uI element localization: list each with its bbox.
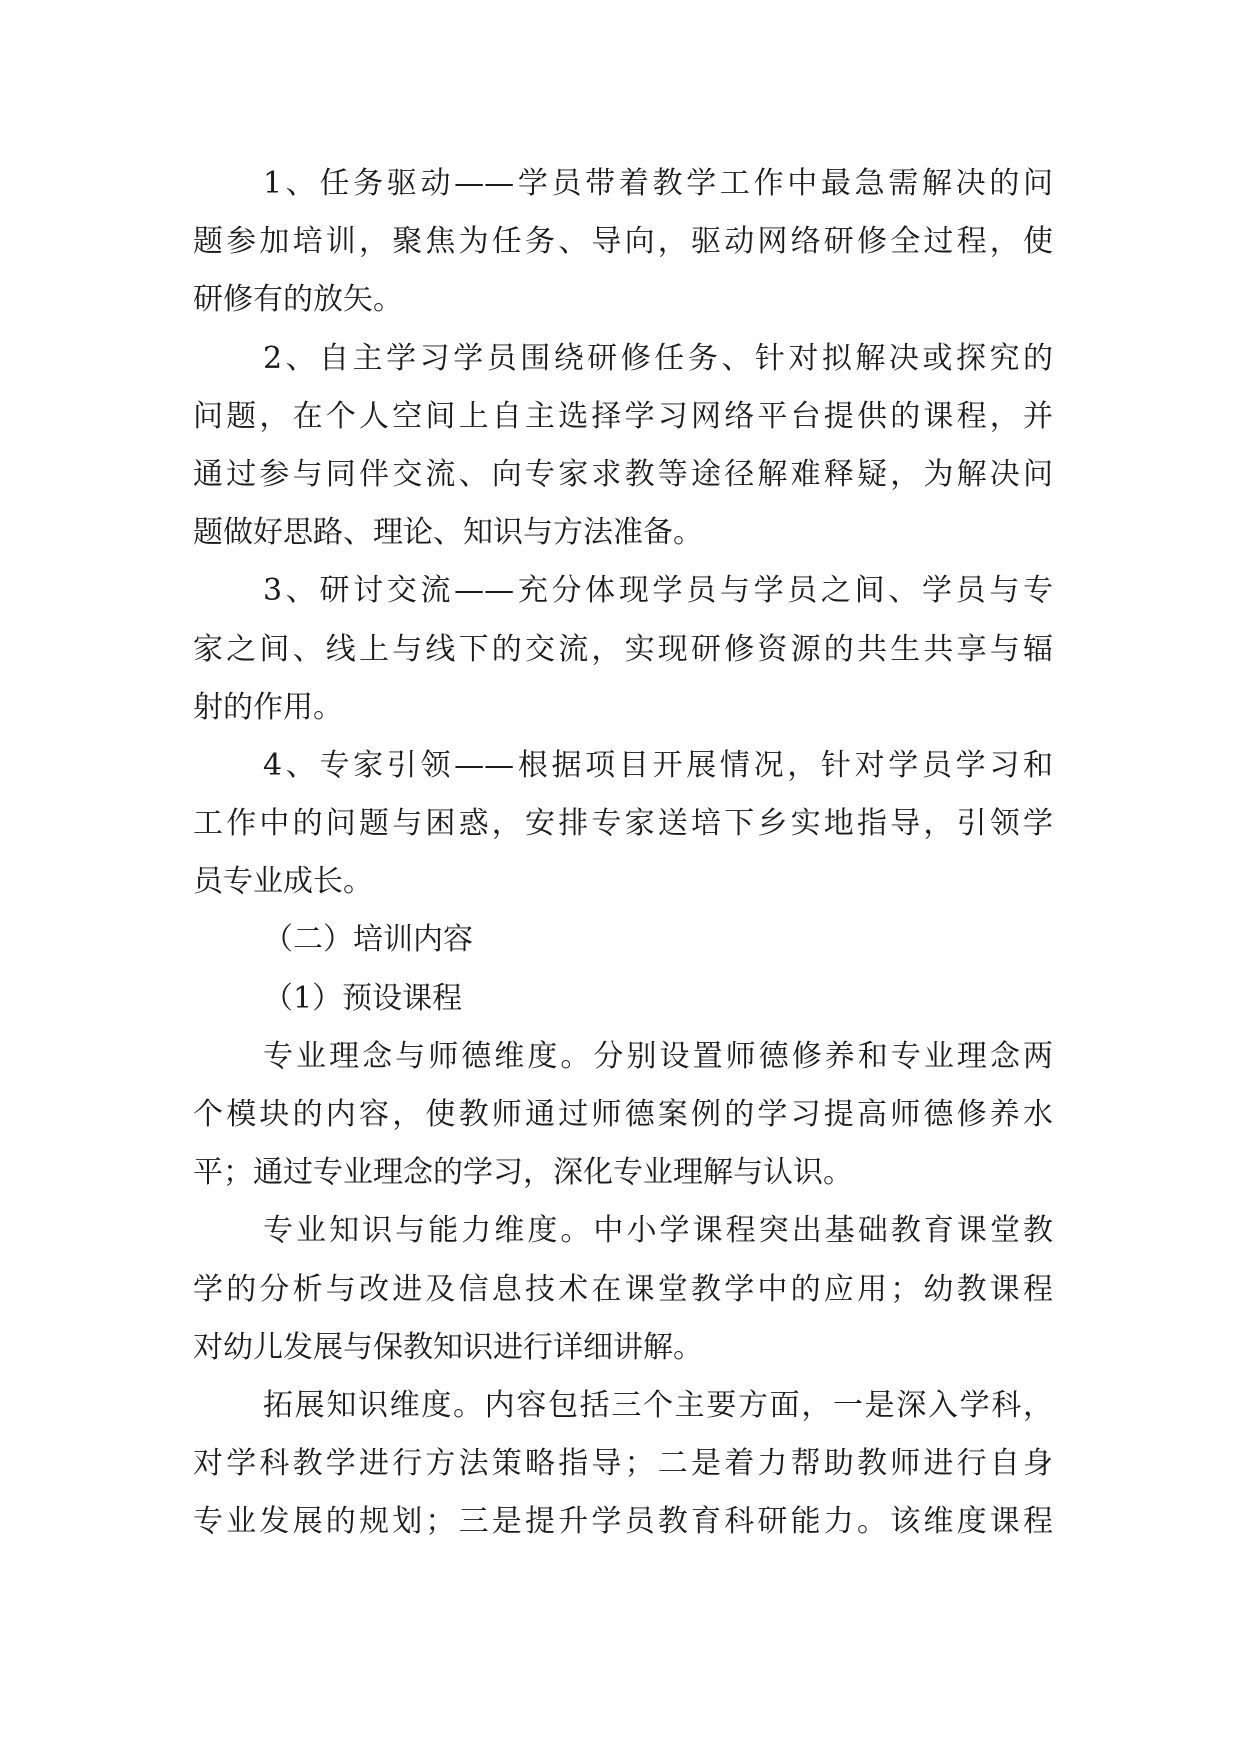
paragraph-2-line-1: 2、自主学习学员围绕研修任务、针对拟解决或探究的 <box>263 340 1053 376</box>
paragraph-6-line-2: 学的分析与改进及信息技术在课堂教学中的应用；幼教课程 <box>193 1271 1053 1307</box>
paragraph-7-line-3: 专业发展的规划；三是提升学员教育科研能力。该维度课程 <box>193 1504 1053 1540</box>
paragraph-2-line-2: 问题，在个人空间上自主选择学习网络平台提供的课程，并 <box>193 398 1053 434</box>
paragraph-7-line-1: 拓展知识维度。内容包括三个主要方面，一是深入学科， <box>263 1387 1053 1423</box>
paragraph-7-line-2: 对学科教学进行方法策略指导；二是着力帮助教师进行自身 <box>193 1446 1053 1482</box>
paragraph-5-line-3: 平；通过专业理念的学习，深化专业理解与认识。 <box>193 1155 853 1191</box>
paragraph-1-line-2: 题参加培训，聚焦为任务、导向，驱动网络研修全过程，使 <box>193 224 1053 260</box>
paragraph-5-line-2: 个模块的内容，使教师通过师德案例的学习提高师德修养水 <box>193 1097 1053 1132</box>
paragraph-6-line-1: 专业知识与能力维度。中小学课程突出基础教育课堂教 <box>263 1213 1053 1249</box>
subsection-heading: （1）预设课程 <box>263 980 463 1016</box>
paragraph-2-line-4: 题做好思路、理论、知识与方法准备。 <box>193 515 703 551</box>
paragraph-2-line-3: 通过参与同伴交流、向专家求教等途径解难释疑，为解决问 <box>193 456 1053 492</box>
paragraph-3-line-2: 家之间、线上与线下的交流，实现研修资源的共生共享与辐 <box>193 631 1053 667</box>
paragraph-6-line-3: 对幼儿发展与保教知识进行详细讲解。 <box>193 1329 703 1365</box>
paragraph-3-line-3: 射的作用。 <box>193 689 343 725</box>
paragraph-5-line-1: 专业理念与师德维度。分别设置师德修养和专业理念两 <box>263 1038 1053 1074</box>
paragraph-3-line-1: 3、研讨交流——充分体现学员与学员之间、学员与专 <box>263 573 1053 609</box>
paragraph-1-line-1: 1、任务驱动——学员带着教学工作中最急需解决的问 <box>263 166 1053 201</box>
section-heading: （二）培训内容 <box>263 922 473 958</box>
paragraph-4-line-3: 员专业成长。 <box>193 864 373 900</box>
paragraph-4-line-2: 工作中的问题与困惑，安排专家送培下乡实地指导，引领学 <box>193 806 1053 842</box>
document-body <box>193 155 1053 1552</box>
paragraph-4-line-1: 4、专家引领——根据项目开展情况，针对学员学习和 <box>263 747 1053 783</box>
paragraph-1-line-3: 研修有的放矢。 <box>193 282 403 318</box>
